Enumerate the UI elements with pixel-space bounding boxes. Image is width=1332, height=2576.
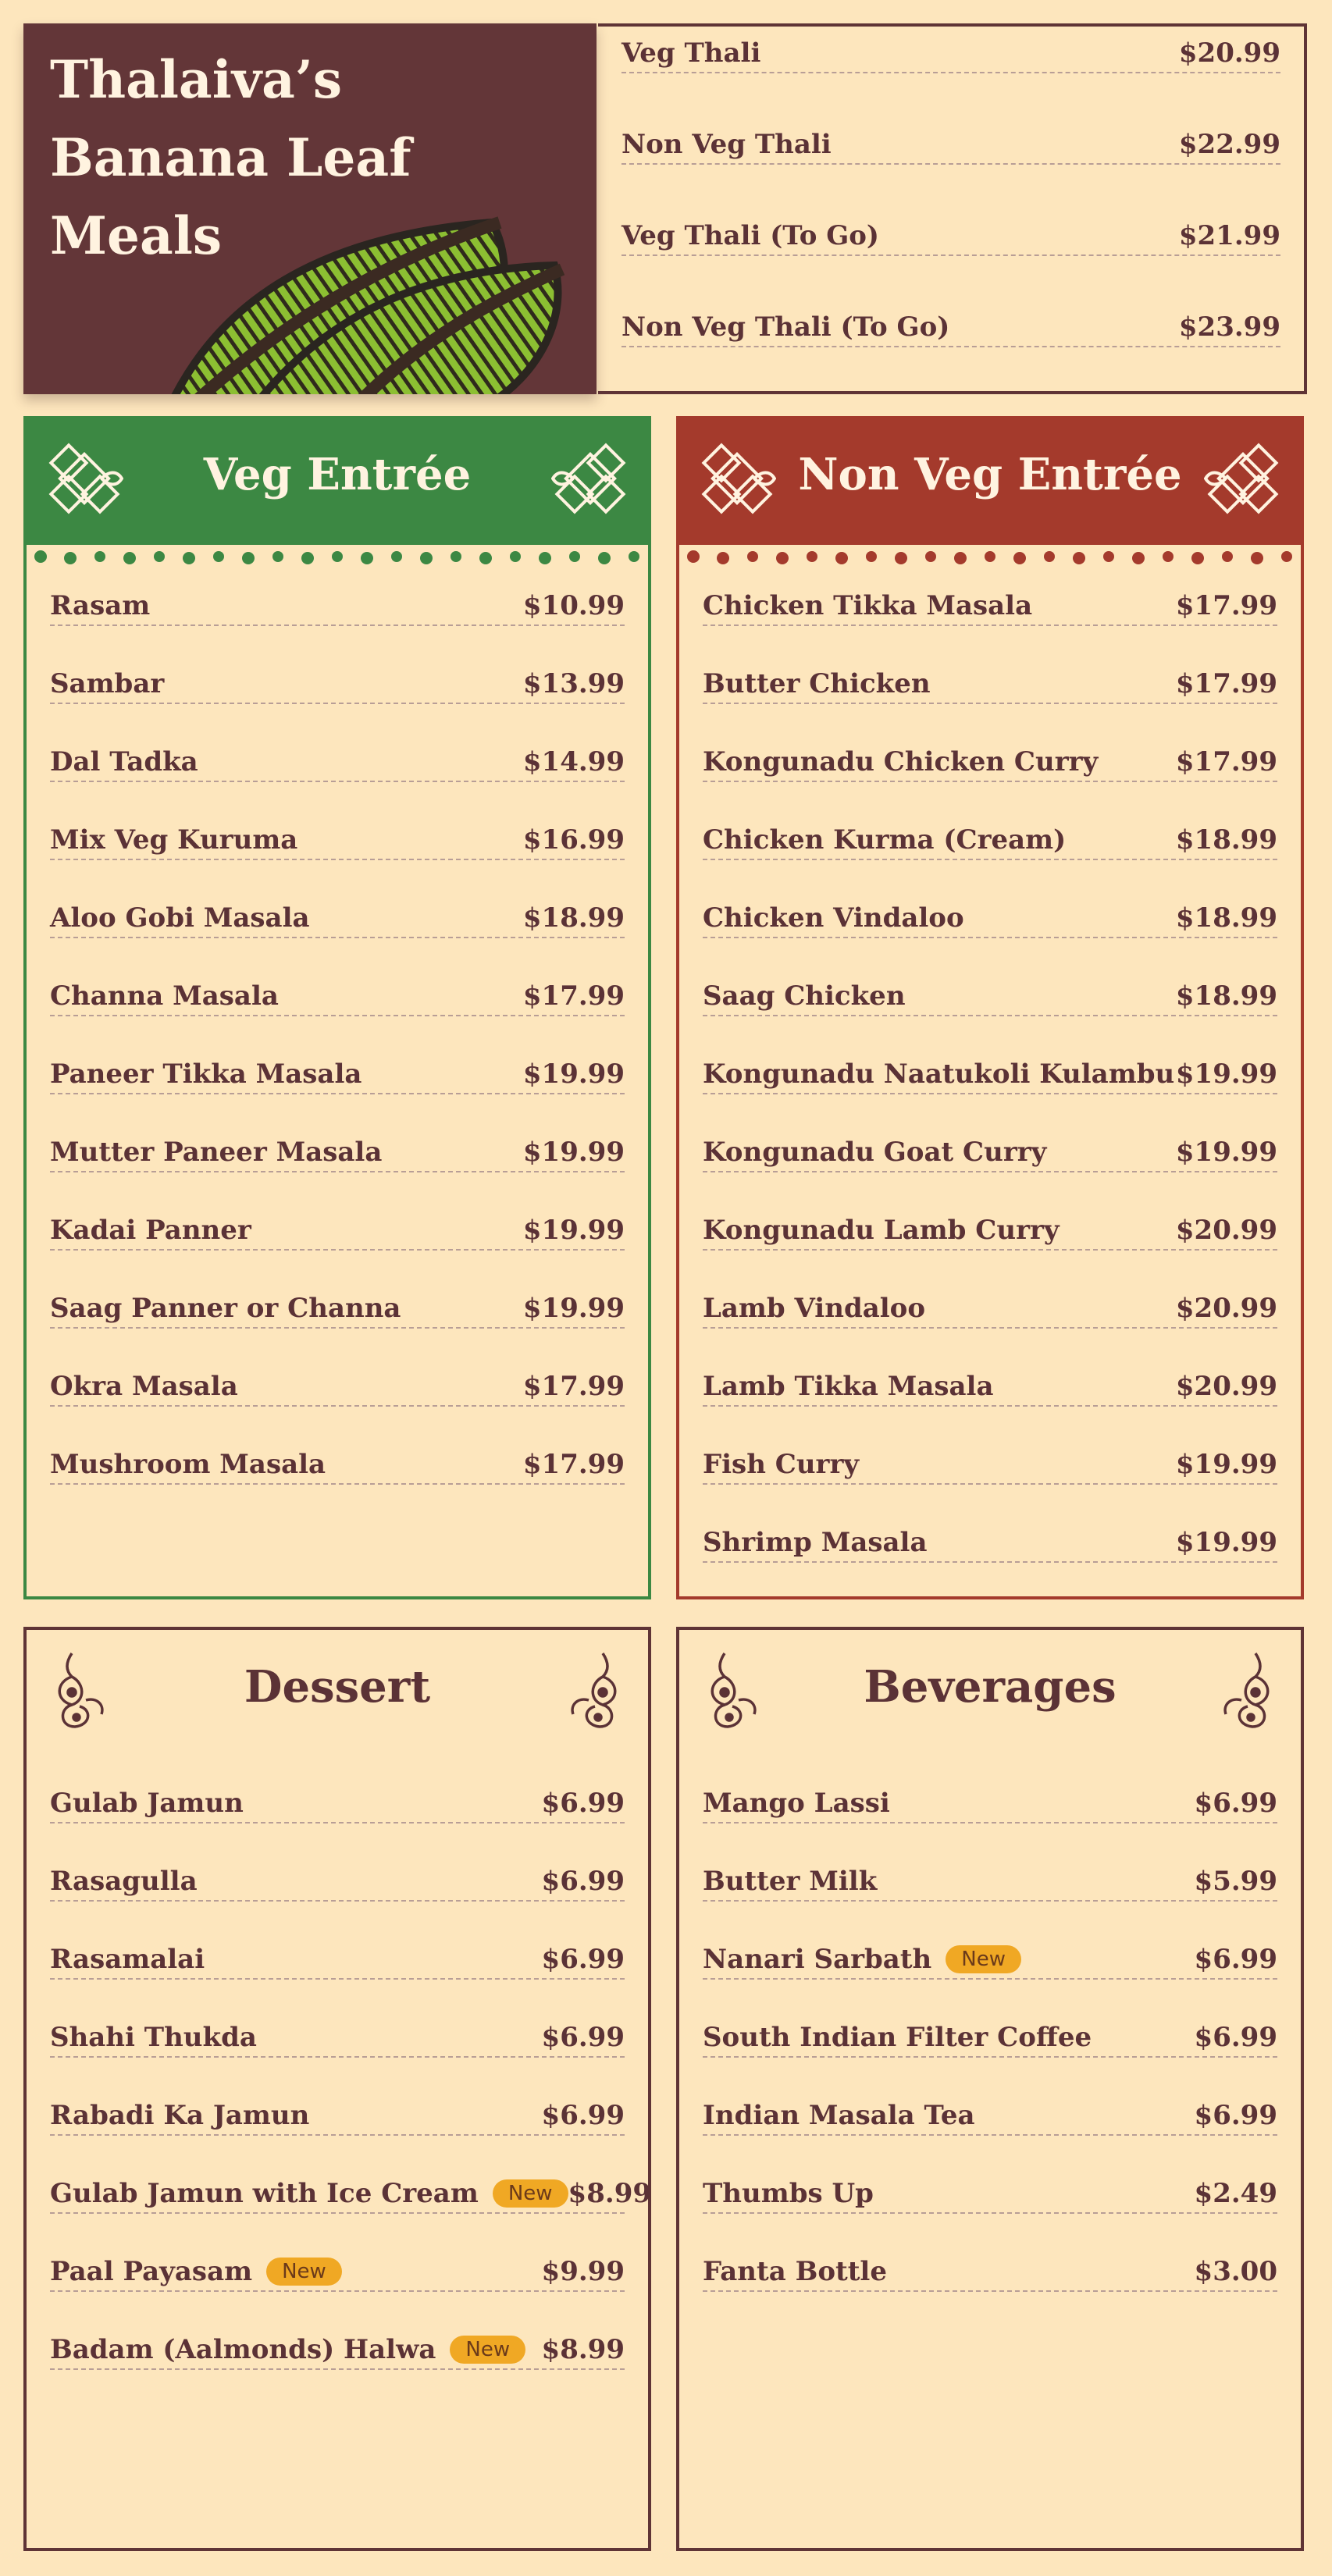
list-item [703,2011,1277,2058]
item-name: Veg Thali [621,37,761,69]
list-item [703,1933,1277,1980]
item-price: $8.99 [568,2178,652,2209]
item-name: Okra Masala [50,1371,238,1402]
list-item [50,1048,625,1094]
item-name: Kadai Panner [50,1215,251,1246]
item-name: Lamb Vindaloo [703,1293,926,1324]
item-price: $20.99 [1178,37,1280,69]
item-name: Dal Tadka [50,746,198,777]
item-price: $18.99 [522,902,625,934]
item-price: $17.99 [522,980,625,1012]
item-name: Badam (Aalmonds) Halwa [50,2334,436,2365]
list-item [50,813,625,860]
item-name: Rasagulla [50,1866,198,1897]
list-item [50,2245,625,2292]
item-price: $20.99 [1175,1293,1277,1324]
list-item [703,1777,1277,1823]
section-title: Beverages [864,1661,1117,1713]
veg-entree-header [23,416,651,545]
list-item [50,891,625,938]
thali-list [598,23,1307,394]
item-price: $19.99 [522,1215,625,1246]
item-price: $19.99 [1175,1527,1277,1558]
list-item [50,735,625,782]
item-price: $19.99 [522,1137,625,1168]
item-price: $3.00 [1194,2256,1277,2287]
list-item [703,579,1277,626]
list-item [50,657,625,704]
section-title: Dessert [244,1661,431,1713]
item-price: $6.99 [1194,2100,1277,2131]
item-name: Butter Milk [703,1866,878,1897]
item-price: $20.99 [1175,1215,1277,1246]
restaurant-name-line1: Thalaiva’s [50,49,343,110]
item-name: Rasam [50,590,151,621]
item-name: Shrimp Masala [703,1527,928,1558]
list-item [621,209,1280,256]
paisley-ornament-icon [1216,1649,1279,1735]
drip-border-icon [23,541,657,569]
item-name: Kongunadu Naatukoli Kulambu [703,1059,1175,1090]
item-name: Gulab Jamun with Ice Cream [50,2178,479,2209]
list-item [703,970,1277,1016]
list-item [50,2167,652,2214]
item-price: $17.99 [522,1449,625,1480]
item-name: Saag Panner or Channa [50,1293,401,1324]
item-name: Sambar [50,668,165,699]
list-item [50,1126,625,1172]
list-item [703,1282,1277,1329]
item-price: $6.99 [1194,1788,1277,1819]
item-price: $23.99 [1178,311,1280,343]
item-price: $6.99 [541,1788,625,1819]
list-item [703,735,1277,782]
item-name: Gulab Jamun [50,1788,244,1819]
item-name: Chicken Vindaloo [703,902,964,934]
paisley-ornament-icon [564,1649,626,1735]
item-price: $6.99 [1194,2022,1277,2053]
item-name: Paal Payasam [50,2256,253,2287]
item-price: $17.99 [1175,668,1277,699]
item-price: $19.99 [522,1293,625,1324]
list-item [703,1855,1277,1902]
kolam-ornament-icon [551,439,629,518]
list-item [50,1777,625,1823]
new-badge: New [450,2336,525,2364]
list-item [703,657,1277,704]
list-item [703,1048,1277,1094]
item-name: Shahi Thukda [50,2022,257,2053]
list-item [621,301,1280,347]
restaurant-name-line2: Banana Leaf Meals [50,127,411,266]
list-item [50,2089,625,2136]
item-price: $18.99 [1175,980,1277,1012]
list-item [703,1126,1277,1172]
list-item [703,1438,1277,1485]
list-item [703,1204,1277,1251]
item-name: Aloo Gobi Masala [50,902,310,934]
list-item [703,1360,1277,1407]
item-price: $19.99 [1175,1137,1277,1168]
item-price: $18.99 [1175,902,1277,934]
list-item [703,2245,1277,2292]
dessert-section [23,1627,651,2551]
item-name: Rabadi Ka Jamun [50,2100,310,2131]
item-price: $6.99 [541,2022,625,2053]
item-name: Saag Chicken [703,980,906,1012]
item-price: $13.99 [522,668,625,699]
beverages-section [676,1627,1304,2551]
section-title: Veg Entrée [203,449,472,500]
item-price: $10.99 [522,590,625,621]
item-name: Non Veg Thali (To Go) [621,311,950,343]
item-name: Veg Thali (To Go) [621,220,880,251]
new-badge: New [946,1945,1021,1973]
nonveg-entree-header [676,416,1304,545]
list-item [50,1933,625,1980]
list-item [50,1282,625,1329]
list-item [703,1516,1277,1563]
item-price: $19.99 [522,1059,625,1090]
kolam-ornament-icon [1204,439,1282,518]
item-name: Nanari Sarbath [703,1944,932,1975]
list-item [50,1438,625,1485]
item-price: $6.99 [541,1866,625,1897]
item-name: Kongunadu Chicken Curry [703,746,1099,777]
list-item [50,2323,625,2370]
item-price: $17.99 [1175,746,1277,777]
list-item [50,1204,625,1251]
item-name: Mango Lassi [703,1788,890,1819]
list-item [50,579,625,626]
hero-section [23,23,1307,394]
item-price: $22.99 [1178,129,1280,160]
list-item [50,1360,625,1407]
item-name: Chicken Kurma (Cream) [703,824,1067,856]
item-name: Rasamalai [50,1944,205,1975]
item-name: Kongunadu Goat Curry [703,1137,1047,1168]
new-badge: New [266,2258,342,2286]
item-price: $18.99 [1175,824,1277,856]
new-badge: New [493,2179,568,2208]
section-title: Non Veg Entrée [798,449,1182,500]
list-item [621,118,1280,165]
list-item [50,2011,625,2058]
list-item [703,2089,1277,2136]
list-item [50,970,625,1016]
item-name: Indian Masala Tea [703,2100,975,2131]
item-price: $6.99 [541,1944,625,1975]
list-item [703,2167,1277,2214]
item-price: $14.99 [522,746,625,777]
item-name: Mutter Paneer Masala [50,1137,383,1168]
item-name: Thumbs Up [703,2178,874,2209]
item-price: $2.49 [1194,2178,1277,2209]
list-item [703,891,1277,938]
item-price: $17.99 [522,1371,625,1402]
item-price: $17.99 [1175,590,1277,621]
item-name: Lamb Tikka Masala [703,1371,994,1402]
drip-border-icon [676,541,1310,569]
list-item [621,27,1280,73]
item-price: $19.99 [1175,1059,1277,1090]
veg-entree-section [23,416,651,1599]
item-name: Fish Curry [703,1449,860,1480]
item-name: Chicken Tikka Masala [703,590,1033,621]
item-price: $8.99 [541,2334,625,2365]
item-name: Paneer Tikka Masala [50,1059,362,1090]
banana-leaf-icon [164,191,597,394]
item-price: $20.99 [1175,1371,1277,1402]
item-price: $21.99 [1178,220,1280,251]
item-price: $9.99 [541,2256,625,2287]
item-price: $6.99 [1194,1944,1277,1975]
item-price: $5.99 [1194,1866,1277,1897]
item-name: South Indian Filter Coffee [703,2022,1092,2053]
item-price: $19.99 [1175,1449,1277,1480]
item-name: Butter Chicken [703,668,931,699]
list-item [50,1855,625,1902]
item-price: $6.99 [541,2100,625,2131]
item-name: Non Veg Thali [621,129,832,160]
item-name: Mushroom Masala [50,1449,326,1480]
nonveg-entree-section [676,416,1304,1599]
item-name: Channa Masala [50,980,279,1012]
list-item [703,813,1277,860]
item-price: $16.99 [522,824,625,856]
item-name: Mix Veg Kuruma [50,824,298,856]
item-name: Fanta Bottle [703,2256,887,2287]
item-name: Kongunadu Lamb Curry [703,1215,1060,1246]
brand-panel [23,23,597,394]
